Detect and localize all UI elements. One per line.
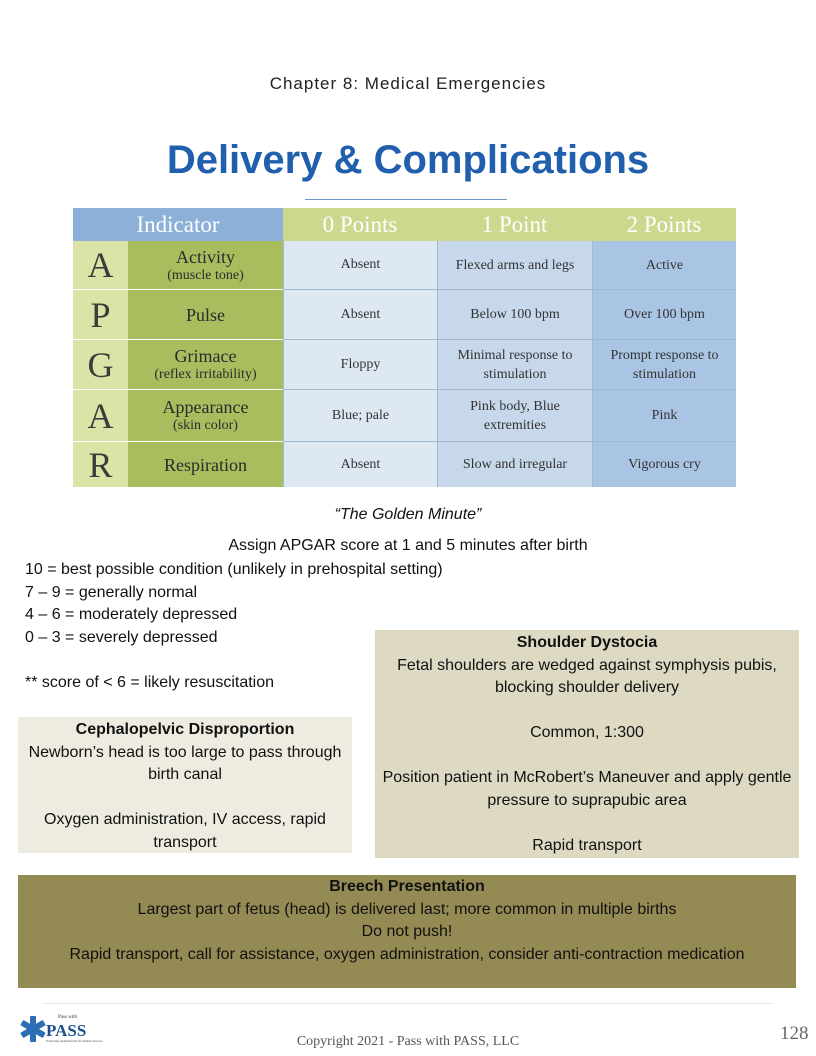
header-0-points: 0 Points (283, 208, 437, 241)
header-indicator: Indicator (73, 208, 283, 241)
score-line: ** score of < 6 = likely resuscitation (25, 673, 275, 691)
logo-text: PASS (46, 1021, 87, 1040)
cell-0-points: Blue; pale (283, 390, 437, 441)
cell-1-point: Pink body, Blue extremities (437, 390, 592, 441)
box-spacer (375, 812, 799, 835)
logo-tagline: Preparing Academically for Student Success (46, 1039, 103, 1043)
cell-2-points: Pink (592, 390, 736, 441)
box-title: Breech Presentation (329, 878, 485, 895)
indicator-cell (128, 340, 283, 389)
cell-0-points: Floppy (283, 340, 437, 389)
row-letter: A (73, 241, 128, 289)
box-line: Fetal shoulders are wedged against symphysis pubis, blocking shoulder delivery (397, 656, 777, 696)
indicator-cell (128, 442, 283, 487)
box-spacer (375, 745, 799, 768)
indicator-cell (128, 241, 283, 289)
indicator-name: Activity (176, 246, 235, 267)
score-line: 7 – 9 = generally normal (25, 583, 198, 601)
box-line: Position patient in McRobert’s Maneuver and apply gentle pressure to suprapubic area (382, 769, 792, 809)
title-underline (305, 199, 507, 200)
box-line: Largest part of fetus (head) is delivered last; more common in multiple births (137, 900, 677, 918)
cephalopelvic-disproportion-box (18, 717, 352, 853)
header-2-points: 2 Points (592, 208, 736, 241)
box-line: Rapid transport (532, 836, 642, 854)
cell-2-points: Vigorous cry (592, 442, 736, 487)
box-title: Cephalopelvic Disproportion (75, 721, 295, 738)
page-number: 128 (780, 1023, 809, 1044)
header-1-point: 1 Point (437, 208, 592, 241)
indicator-name: Grimace (174, 346, 237, 366)
box-line: Common, 1:300 (530, 724, 644, 741)
shoulder-dystocia-box (375, 630, 799, 858)
row-letter: G (73, 340, 128, 389)
cell-2-points: Prompt response to stimulation (592, 340, 736, 389)
chapter-heading: Chapter 8: Medical Emergencies (269, 74, 547, 93)
indicator-name: Appearance (162, 397, 249, 417)
row-letter: P (73, 290, 128, 339)
apgar-row-pulse (73, 290, 736, 339)
breech-presentation-box (18, 875, 796, 988)
cell-2-points: Over 100 bpm (592, 290, 736, 339)
cell-0-points: Absent (283, 290, 437, 339)
apgar-table (73, 208, 736, 487)
box-line: Rapid transport, call for assistance, oxygen administration, consider anti-contraction medication (69, 945, 745, 963)
row-letter: R (73, 442, 128, 487)
assign-apgar-text: Assign APGAR score at 1 and 5 minutes after birth (228, 537, 588, 554)
apgar-row-appearance (73, 390, 736, 441)
cell-1-point: Slow and irregular (437, 442, 592, 487)
box-title: Shoulder Dystocia (516, 634, 658, 651)
apgar-row-respiration (73, 442, 736, 487)
indicator-name: Pulse (185, 304, 225, 325)
indicator-cell (128, 290, 283, 339)
cell-1-point: Flexed arms and legs (437, 241, 592, 289)
indicator-sub: (muscle tone) (167, 267, 244, 283)
box-line: Newborn’s head is too large to pass through birth canal (28, 743, 342, 783)
golden-minute-caption: “The Golden Minute” (334, 506, 482, 523)
score-line: 0 – 3 = severely depressed (25, 628, 218, 646)
box-spacer (18, 787, 352, 810)
page-title: Delivery & Complications (166, 138, 650, 182)
score-line: 4 – 6 = moderately depressed (25, 606, 238, 623)
indicator-cell (128, 390, 283, 441)
indicator-sub: (reflex irritability) (154, 367, 257, 382)
box-spacer (375, 700, 799, 723)
indicator-sub: (skin color) (173, 418, 238, 433)
indicator-name: Respiration (164, 454, 247, 475)
logo-small-text: Pass with (58, 1015, 78, 1020)
cell-2-points: Active (592, 241, 736, 289)
box-line: Oxygen administration, IV access, rapid transport (44, 811, 326, 851)
apgar-row-activity (73, 241, 736, 289)
cell-1-point: Below 100 bpm (437, 290, 592, 339)
score-line: 10 = best possible condition (unlikely in prehospital setting) (25, 561, 443, 578)
footer-divider (43, 1003, 773, 1004)
cell-0-points: Absent (283, 442, 437, 487)
apgar-row-grimace (73, 340, 736, 389)
cell-1-point: Minimal response to stimulation (437, 340, 592, 389)
copyright-text: Copyright 2021 - Pass with PASS, LLC (296, 1034, 520, 1049)
row-letter: A (73, 390, 128, 441)
cell-0-points: Absent (283, 241, 437, 289)
box-line: Do not push! (361, 923, 453, 940)
